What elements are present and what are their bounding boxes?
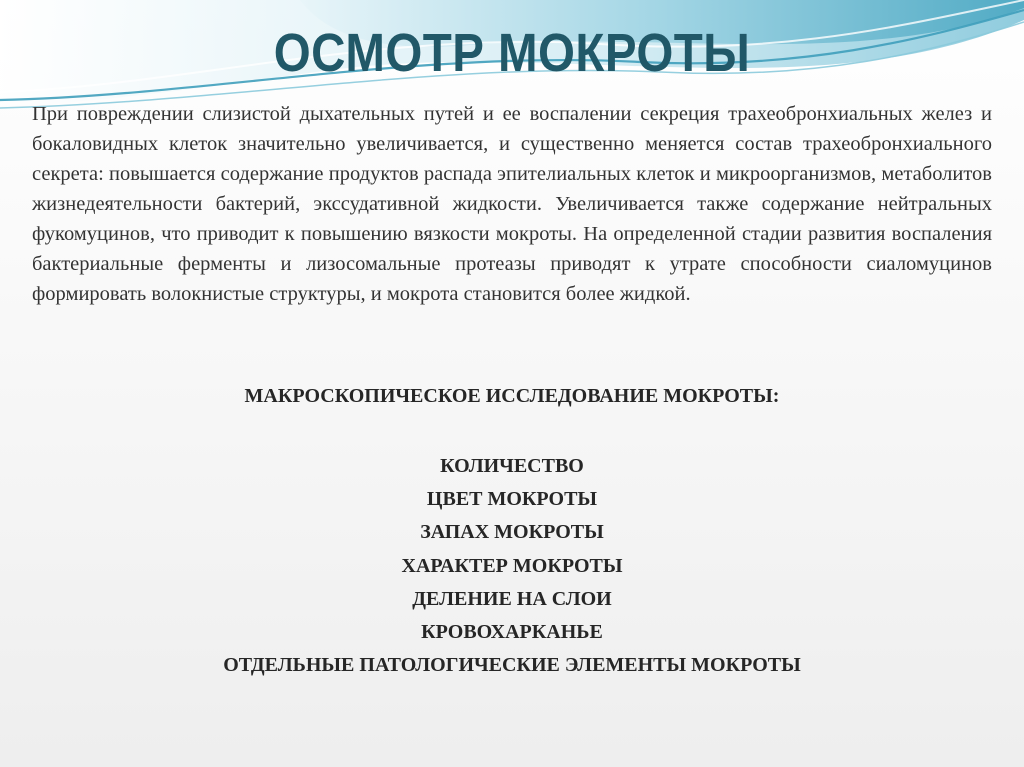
list-item: КОЛИЧЕСТВО (440, 455, 584, 477)
list-item: ОТДЕЛЬНЫЕ ПАТОЛОГИЧЕСКИЕ ЭЛЕМЕНТЫ МОКРОТЫ (223, 654, 801, 677)
list-item: ЦВЕТ МОКРОТЫ (426, 488, 598, 511)
section-subheading: МАКРОСКОПИЧЕСКОЕ ИССЛЕДОВАНИЕ МОКРОТЫ: (244, 385, 780, 407)
examination-list (0, 450, 1024, 682)
body-paragraph: При повреждении слизистой дыхательных путей и ее воспалении секреция трахеобронхиальных желез и бокаловидных клеток значительно увеличивается, и существенно меняется состав трахеобронхиального секрета: повышается содержание продуктов распада эпителиальных клеток и микроорганизмов, метаболитов жизнедеятельности бактерий, экссудативной жидкости. Увеличивается также содержание нейтральных фукомуцинов, что приводит к повышению вязкости мокроты. На определенной стадии развития воспаления бактериальные ферменты и лизосомальные протеазы приводят к утрате способности сиаломуцинов формировать волокнистые структуры, и мокрота становится более жидкой. (32, 103, 992, 305)
slide-title: ОСМОТР МОКРОТЫ (273, 23, 751, 83)
list-item: КРОВОХАРКАНЬЕ (421, 621, 603, 644)
list-item: ХАРАКТЕР МОКРОТЫ (401, 554, 623, 577)
list-item: ЗАПАХ МОКРОТЫ (420, 521, 604, 544)
list-item: ДЕЛЕНИЕ НА СЛОИ (412, 587, 612, 610)
